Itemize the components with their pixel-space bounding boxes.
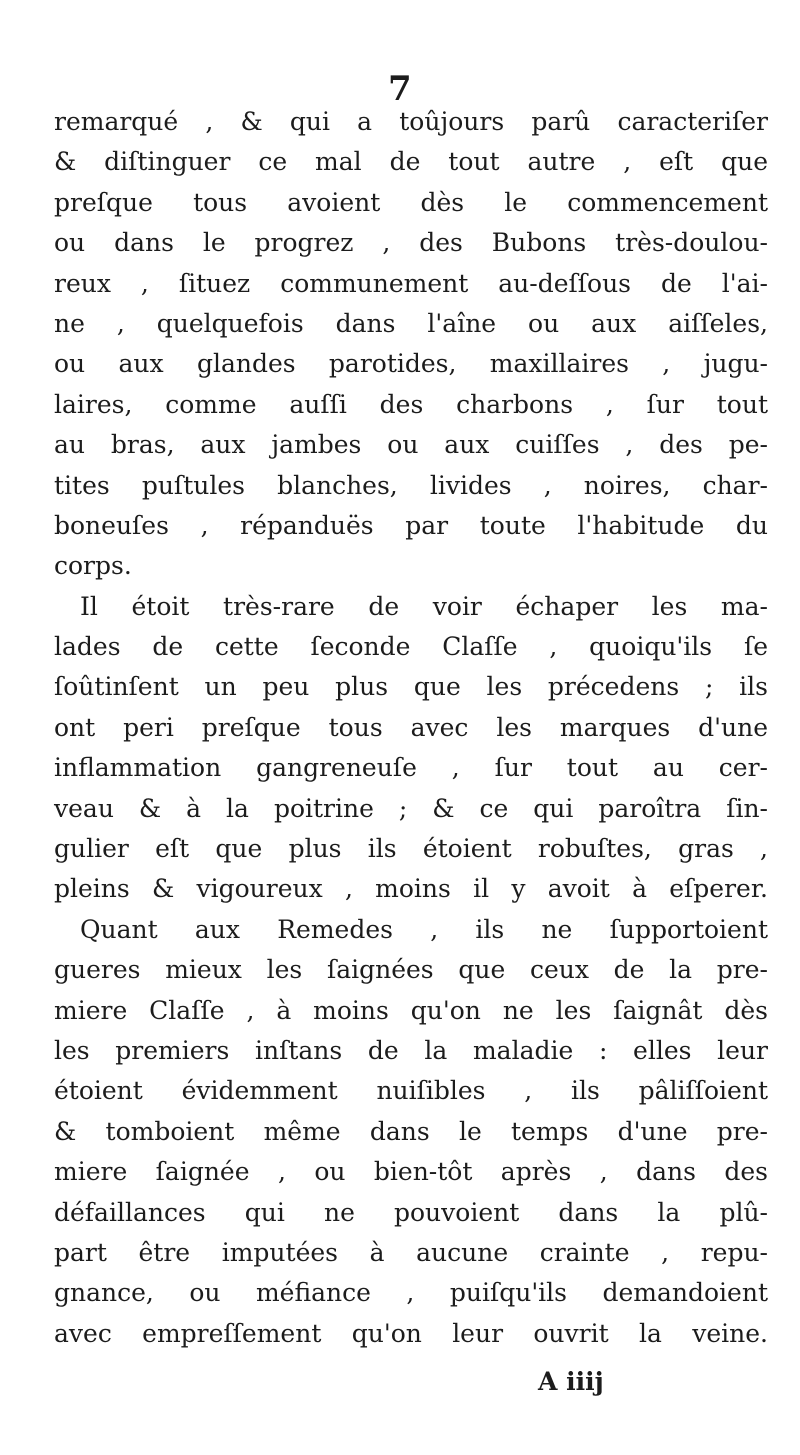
text-line: gnance, ou méfiance , puiſqu'ils demandoient (54, 1278, 768, 1308)
text-line: veau & à la poitrine ; & ce qui paroîtra ſin- (54, 793, 768, 823)
signature-mark: A iiij (538, 1367, 604, 1396)
text-line: boneuſes , répanduës par toute l'habitude du (54, 510, 768, 540)
text-line: étoient évidemment nuiſibles , ils pâliſſoient (54, 1076, 768, 1106)
text-line: ont peri preſque tous avec les marques d'une (54, 712, 768, 742)
text-line: ou aux glandes parotides, maxillaires , jugu- (54, 349, 768, 379)
text-line: ne , quelquefois dans l'aîne ou aux aiſſeles, (54, 308, 768, 338)
paragraph-start-line: Quant aux Remedes , ils ne ſupportoient (80, 914, 768, 944)
body-text (54, 102, 768, 1354)
text-line: gulier eſt que plus ils étoient robuſtes, gras , (54, 834, 768, 864)
text-line: reux , ſituez communement au-deſſous de l'ai- (54, 268, 768, 298)
text-line: part être imputées à aucune crainte , repu- (54, 1237, 768, 1267)
text-line: ſoûtinſent un peu plus que les précedens ; ils (54, 672, 768, 702)
paragraph-end-line: corps. (54, 551, 132, 581)
text-line: au bras, aux jambes ou aux cuiſſes , des pe- (54, 430, 768, 460)
text-line: miere ſaignée , ou bien-tôt après , dans des (54, 1157, 768, 1187)
page-number: 7 (388, 69, 412, 109)
text-line: ou dans le progrez , des Bubons très-doulou- (54, 228, 768, 258)
text-line: gueres mieux les ſaignées que ceux de la pre- (54, 955, 768, 985)
text-line: & diſtinguer ce mal de tout autre , eſt que (54, 147, 768, 177)
text-line: inflammation gangreneuſe , ſur tout au cer- (54, 753, 768, 783)
text-line: remarqué , & qui a toûjours parû caracteriſer (54, 107, 768, 136)
text-line: miere Claſſe , à moins qu'on ne les ſaignât dès (54, 995, 768, 1025)
text-line: défaillances qui ne pouvoient dans la plû- (54, 1197, 768, 1227)
text-line: & tomboient même dans le temps d'une pre- (54, 1116, 768, 1146)
text-line: laires, comme auſſi des charbons , ſur tout (54, 389, 768, 419)
paragraph-end-line: pleins & vigoureux , moins il y avoit à eſperer. (54, 874, 768, 904)
text-line: tites puſtules blanches, livides , noires, char- (54, 470, 768, 500)
text-line: les premiers inſtans de la maladie : elles leur (54, 1035, 768, 1065)
paragraph-start-line: Il étoit très-rare de voir échaper les ma- (80, 591, 768, 621)
text-line: preſque tous avoient dès le commencement (54, 187, 768, 217)
text-line: lades de cette ſeconde Claſſe , quoiqu'ils ſe (54, 632, 768, 662)
text-line: avec empreſſement qu'on leur ouvrit la veine. (54, 1318, 768, 1348)
